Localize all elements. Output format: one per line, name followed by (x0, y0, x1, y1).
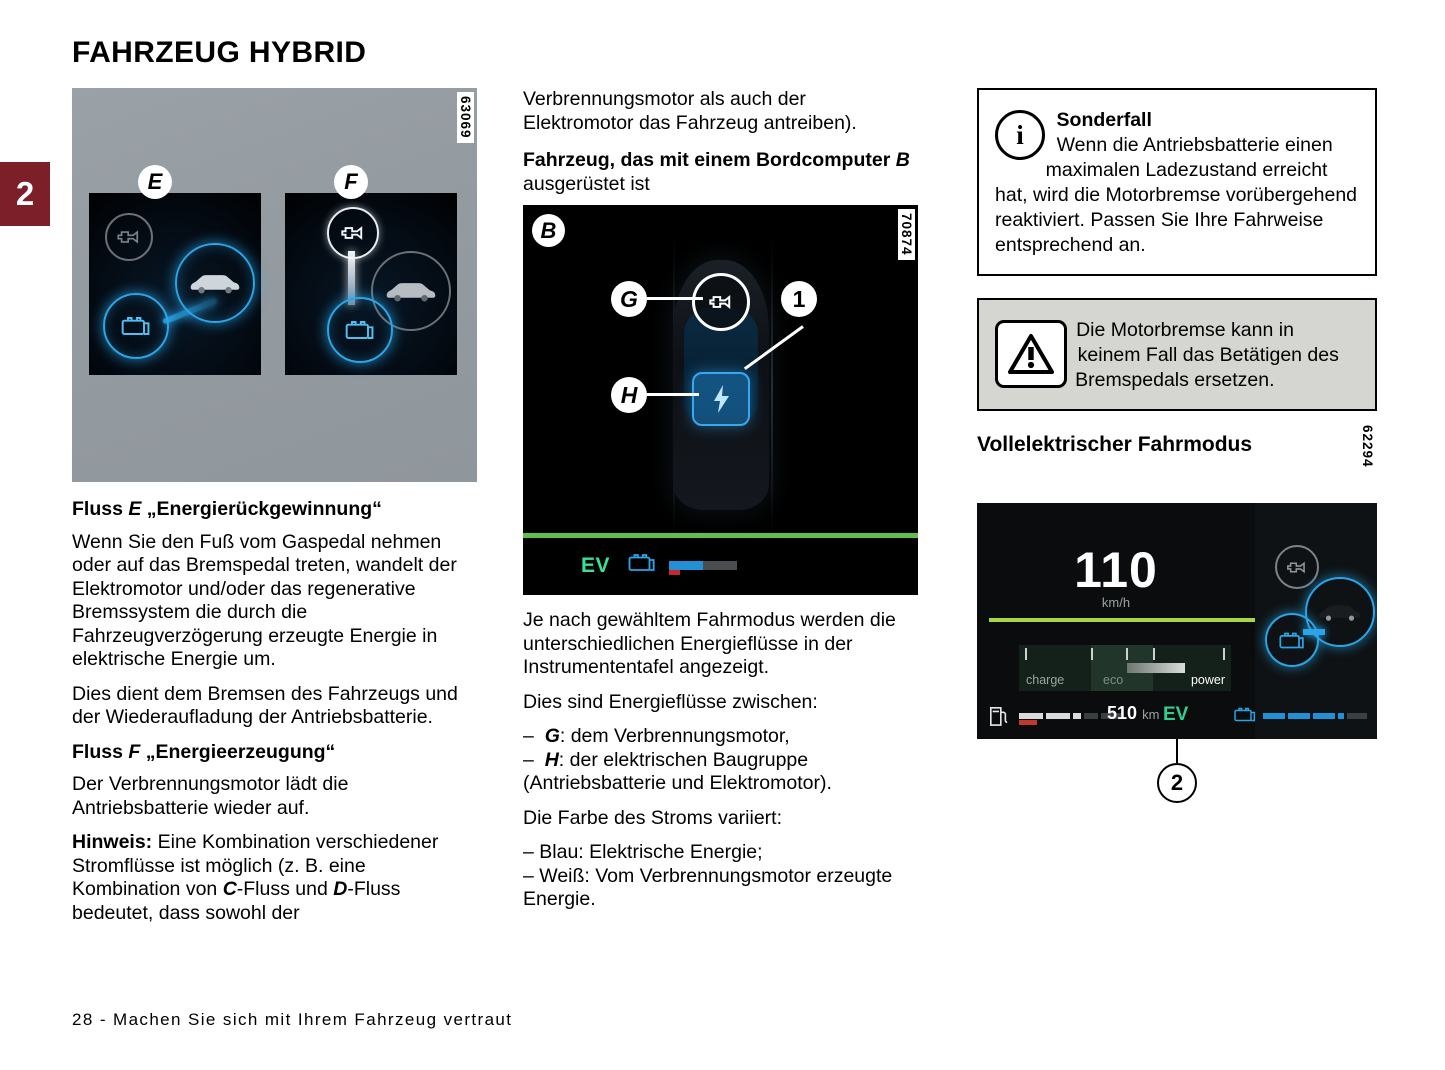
warning-box-text: Die Motorbremse kann in keinem Fall das Betätigen des Bremspedals ersetzen. (1075, 319, 1339, 391)
chapter-tab (0, 162, 50, 226)
panel-label-e: E (138, 165, 172, 199)
callout-1: 1 (781, 281, 817, 317)
ev-label: EV (581, 554, 611, 577)
bullet-white: – Weiß: Vom Verbrennungsmotor erzeugte Energie. (523, 864, 893, 910)
bullet-blue: – Blau: Elektrische Energie; (523, 841, 763, 863)
cluster-bottom-row (977, 703, 1377, 729)
warning-triangle-icon (995, 320, 1067, 388)
chapter-number: 2 (15, 175, 35, 212)
figure-code: 70874 (898, 209, 916, 260)
gauge-label-charge: charge (1026, 673, 1065, 687)
gauge-needle (1127, 663, 1185, 673)
figure-badge-b: B (532, 214, 565, 247)
figure-bordcomputer-b (523, 205, 918, 595)
engine-icon (105, 213, 153, 261)
bullet-h: – H: der elektrischen Baugruppe (Antriebsbatterie und Elektromotor). (523, 748, 832, 794)
panel-e (89, 193, 261, 375)
page-footer: 28 - Machen Sie sich mit Ihrem Fahrzeug vertraut (72, 1010, 513, 1029)
battery-icon (103, 293, 169, 359)
speed-value: 110 (1074, 542, 1158, 598)
engine-icon (1275, 545, 1319, 589)
paragraph-braking: Dies dient dem Bremsen des Fahrzeugs und der Wiederaufladung der Antriebsbatterie. (72, 682, 458, 728)
section-heading-vollelektrisch: Vollelektrischer Fahrmodus (977, 433, 1253, 456)
car-icon (175, 243, 255, 323)
middle-column (523, 88, 918, 923)
callout-leader-line (1176, 739, 1179, 763)
right-column (977, 88, 1377, 795)
heading-bordcomputer: Fahrzeug, das mit einem Bordcomputer B ausgerüstet ist (523, 149, 910, 195)
engine-icon (692, 273, 750, 331)
note-label: Hinweis: (72, 831, 153, 853)
gauge-label-power: power (1190, 673, 1225, 687)
paragraph-flows-between: Dies sind Energieflüsse zwischen: (523, 690, 818, 713)
range-unit: km (1142, 707, 1160, 722)
info-box-text: Wenn die Antriebsbatterie einen maximalen Ladezustand erreicht hat, wird die Motorbremse vorübergehend reaktiviert. Passen Sie Ihre Fahrweise entsprechend an. (995, 134, 1358, 256)
warning-box-motorbremse (977, 298, 1377, 411)
left-column (72, 88, 477, 936)
figure-code: 62294 (1360, 425, 1375, 468)
paragraph-drive-mode: Je nach gewähltem Fahrmodus werden die unterschiedlichen Energieflüsse in der Instrumententafel angezeigt. (523, 609, 896, 678)
callout-h: H (611, 377, 647, 413)
paragraph-flow-f: Der Verbrennungsmotor lädt die Antriebsbatterie wieder auf. (72, 773, 349, 819)
info-icon: i (995, 110, 1045, 160)
callout-2: 2 (1157, 763, 1197, 803)
battery-gauge-reserve (669, 570, 680, 575)
battery-gauge-empty (703, 561, 737, 570)
panel-f (285, 193, 457, 375)
info-box-title: Sonderfall (1056, 109, 1152, 131)
paragraph-continued: Verbrennungsmotor als auch der Elektromotor das Fahrzeug antreiben). (523, 88, 857, 134)
green-divider-line (989, 618, 1255, 622)
figure-energy-flows-ef (72, 88, 477, 482)
electric-bolt-icon (692, 372, 750, 426)
ev-status-bar (523, 533, 918, 595)
bullet-g: – G: dem Verbrennungsmotor, (523, 725, 790, 747)
figure-code: 63069 (457, 92, 475, 143)
page-title: FAHRZEUG HYBRID (72, 36, 367, 69)
eco-power-gauge (1019, 645, 1231, 691)
callout-g: G (611, 281, 647, 317)
info-box-sonderfall (977, 88, 1377, 276)
battery-icon (1265, 613, 1319, 667)
speed-unit: km/h (1101, 595, 1131, 610)
callout-2-wrapper (1157, 739, 1197, 803)
paragraph-flow-e: Wenn Sie den Fuß vom Gaspedal nehmen oder auf das Bremspedal treten, wandelt der Elektromotor und/oder das regenerative Bremssystem die durch die Fahrzeugverzögerung erzeugte Energie in elektrische Energie um. (72, 530, 457, 670)
fuel-pump-icon (989, 705, 1009, 732)
battery-icon (627, 551, 657, 579)
ev-mode-label: EV (1163, 704, 1189, 725)
panel-label-f: F (334, 165, 368, 199)
paragraph-note: Hinweis: Eine Kombination verschiedener Stromflüsse ist möglich (z. B. eine Kombination von C-Fluss und D-Fluss bedeutet, dass sowohl der (72, 831, 439, 924)
battery-icon (1233, 705, 1257, 729)
battery-icon (327, 297, 393, 363)
heading-flow-f: Fluss F „Energieerzeugung“ (72, 740, 336, 763)
paragraph-color-varies: Die Farbe des Stroms variiert: (523, 806, 782, 829)
gauge-label-eco: eco (1103, 673, 1124, 687)
heading-flow-e: Fluss E „Energierückgewinnung“ (72, 498, 382, 520)
instrument-cluster-display (977, 503, 1377, 739)
range-value: 510 km (1107, 703, 1160, 723)
